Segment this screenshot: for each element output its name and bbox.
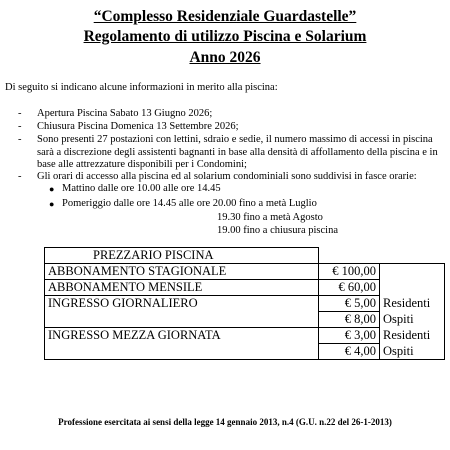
price-note [380, 280, 445, 296]
price-note [380, 264, 445, 280]
price-value: € 5,00 [319, 296, 380, 312]
table-row [45, 296, 445, 312]
price-note: Residenti [380, 296, 445, 312]
price-label [45, 312, 319, 328]
year-title: Anno 2026 [189, 49, 261, 66]
table-row [45, 264, 445, 280]
price-note: Ospiti [380, 344, 445, 360]
dash-marker: - [18, 134, 22, 145]
price-value: € 100,00 [319, 264, 380, 280]
stations-line-1: Sono presenti 27 postazioni con lettini, sdraio e sedie, il numero massimo di accessi in piscina [37, 134, 433, 145]
table-row [45, 280, 445, 296]
regulation-title: Regolamento di utilizzo Piscina e Solarium [83, 28, 367, 45]
opening-date-item: Apertura Piscina Sabato 13 Giugno 2026; [37, 108, 213, 119]
price-note: Ospiti [380, 312, 445, 328]
price-label [45, 344, 319, 360]
price-value: € 60,00 [319, 280, 380, 296]
price-value: € 8,00 [319, 312, 380, 328]
price-note: Residenti [380, 328, 445, 344]
price-table-header-row [45, 248, 445, 264]
afternoon-schedule: Pomeriggio dalle ore 14.45 alle ore 20.00 fino a metà Luglio [62, 198, 317, 209]
price-label: INGRESSO GIORNALIERO [45, 296, 319, 312]
dash-marker: - [18, 108, 22, 119]
price-table [44, 247, 445, 360]
bullet-icon: ● [49, 184, 55, 194]
price-label: INGRESSO MEZZA GIORNATA [45, 328, 319, 344]
table-row [45, 312, 445, 328]
table-row [45, 328, 445, 344]
price-table-header: PREZZARIO PISCINA [45, 248, 319, 264]
price-label: ABBONAMENTO STAGIONALE [45, 264, 319, 280]
stations-line-3: base alle attrezzature disponibili per i Condomini; [37, 159, 247, 170]
price-value: € 3,00 [319, 328, 380, 344]
dash-marker: - [18, 121, 22, 132]
morning-schedule: Mattino dalle ore 10.00 alle ore 14.45 [62, 183, 221, 194]
afternoon-continuation-august: 19.30 fino a metà Agosto [217, 212, 323, 223]
dash-marker: - [18, 171, 22, 182]
hours-intro-item: Gli orari di accesso alla piscina ed al solarium condominiali sono suddivisi in fasce orarie: [37, 171, 417, 182]
legal-footer-note: Professione esercitata ai sensi della legge 14 gennaio 2013, n.4 (G.U. n.22 del 26-1-2013) [58, 417, 392, 427]
complex-name-title: “Complesso Residenziale Guardastelle” [93, 8, 357, 25]
price-value: € 4,00 [319, 344, 380, 360]
intro-text: Di seguito si indicano alcune informazioni in merito alla piscina: [5, 82, 278, 93]
afternoon-continuation-closing: 19.00 fino a chiusura piscina [217, 225, 339, 236]
stations-line-2: sarà a discrezione degli assistenti bagnanti in base alla densità di affollamento della piscina e in [37, 146, 438, 158]
closing-date-item: Chiusura Piscina Domenica 13 Settembre 2026; [37, 121, 239, 132]
bullet-icon: ● [49, 199, 55, 209]
price-label: ABBONAMENTO MENSILE [45, 280, 319, 296]
table-row [45, 344, 445, 360]
